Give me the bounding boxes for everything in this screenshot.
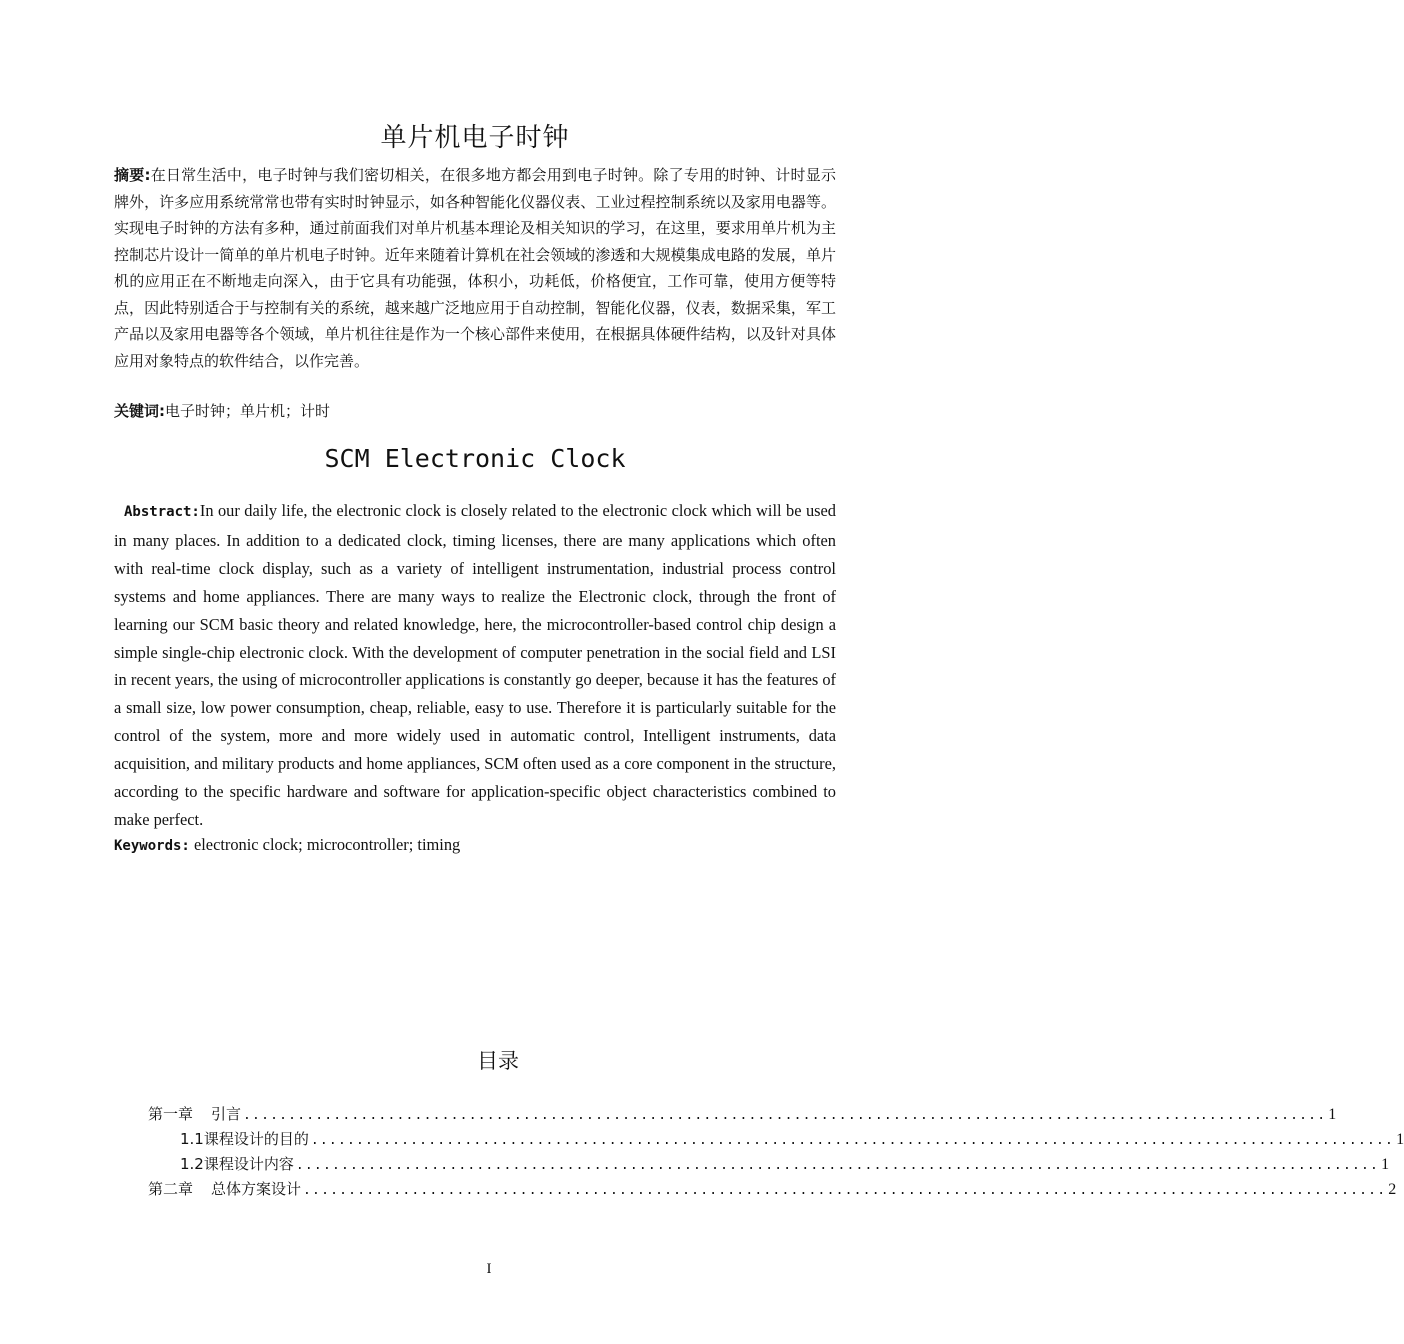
keywords-en-text: electronic clock; microcontroller; timing — [193, 835, 461, 854]
toc-entry-label: 1.1课程设计的目的 — [180, 1130, 309, 1148]
page-number: I — [486, 1261, 492, 1277]
toc-title: 目录 — [477, 1049, 519, 1073]
toc-entry-chapter: 第一章 — [148, 1105, 194, 1123]
abstract-cn-text: 在日常生活中，电子时钟与我们密切相关，在很多地方都会用到电子时钟。除了专用的时钟、计时显示牌外，许多应用系统常常也带有实时时钟显示，如各种智能化仪器仪表、工业过程控制系统以及家用电器等。实现电子时钟的方法有多种，通过前面我们对单片机基本理论及相关知识的学习，在这里，要求用单片机为主控制芯片设计一简单的单片机电子时钟。近年来随着计算机在社会领域的渗透和大规模集成电路的发展，单片机的应用正在不断地走向深入，由于它具有功能强，体积小，功耗低，价格便宜，工作可靠，使用方便等特点，因此特别适合于与控制有关的系统，越来越广泛地应用于自动控制，智能化仪器，仪表，数据采集，军工产品以及家用电器等各个领域，单片机往往是作为一个核心部件来使用，在根据具体硬件结构，以及针对具体应用对象特点的软件结合，以作完善。 — [114, 166, 836, 370]
toc-entry-chapter: 第二章 — [148, 1180, 194, 1198]
toc-entry[interactable] — [148, 1102, 1337, 1127]
toc-entry[interactable] — [148, 1177, 1397, 1202]
keywords-cn-text: 电子时钟；单片机；计时 — [165, 402, 331, 420]
document-title-en: SCM Electronic Clock — [324, 444, 626, 473]
table-of-contents — [148, 1102, 1404, 1202]
keywords-en-label: Keywords: — [114, 838, 190, 854]
document-title-cn: 单片机电子时钟 — [380, 123, 570, 153]
abstract-en — [114, 497, 836, 834]
toc-entry[interactable] — [148, 1127, 1404, 1152]
abstract-cn-label: 摘要: — [114, 166, 151, 184]
toc-entry[interactable] — [148, 1152, 1390, 1177]
abstract-cn — [114, 162, 836, 374]
toc-dot-leader: ........................................................................................................................ — [310, 1133, 1395, 1148]
keywords-cn — [114, 398, 836, 424]
toc-entry-label: 引言 — [211, 1105, 242, 1123]
toc-dot-leader: ........................................................................................................................ — [303, 1183, 1387, 1198]
abstract-en-text: In our daily life, the electronic clock is closely related to the electronic clock which will be used in many places. In addition to a dedicated clock, timing licenses, there are many applications which often with real-time clock display, such as a variety of intelligent instrumentation, industrial process control systems and home appliances. There are many ways to realize the Electronic clock, through the front of learning our SCM basic theory and related knowledge, here, the microcontroller-based control chip design a simple single-chip electronic clock. With the development of computer penetration in the social field and LSI in recent years, the using of microcontroller applications is constantly go deeper, because it has the features of a small size, low power consumption, cheap, reliable, easy to use. Therefore it is particularly suitable for the control of the system, more and more widely used in automatic control, Intelligent instruments, data acquisition, and military products and home appliances, SCM often used as a core component in the structure, according to the specific hardware and software for application-specific object characteristics combined to make perfect. — [114, 501, 836, 829]
toc-entry-page: 1 — [1328, 1106, 1337, 1123]
toc-entry-page: 1 — [1396, 1131, 1404, 1148]
abstract-en-label: Abstract: — [124, 504, 200, 520]
toc-entry-label: 1.2课程设计内容 — [180, 1155, 294, 1173]
toc-entry-label: 总体方案设计 — [211, 1180, 302, 1198]
toc-entry-page: 2 — [1388, 1181, 1397, 1198]
toc-dot-leader: ........................................................................................................................ — [243, 1108, 1327, 1123]
toc-dot-leader: ........................................................................................................................ — [295, 1158, 1380, 1173]
toc-entry-page: 1 — [1381, 1156, 1390, 1173]
keywords-en — [114, 832, 836, 859]
keywords-cn-label: 关键词: — [114, 402, 165, 420]
